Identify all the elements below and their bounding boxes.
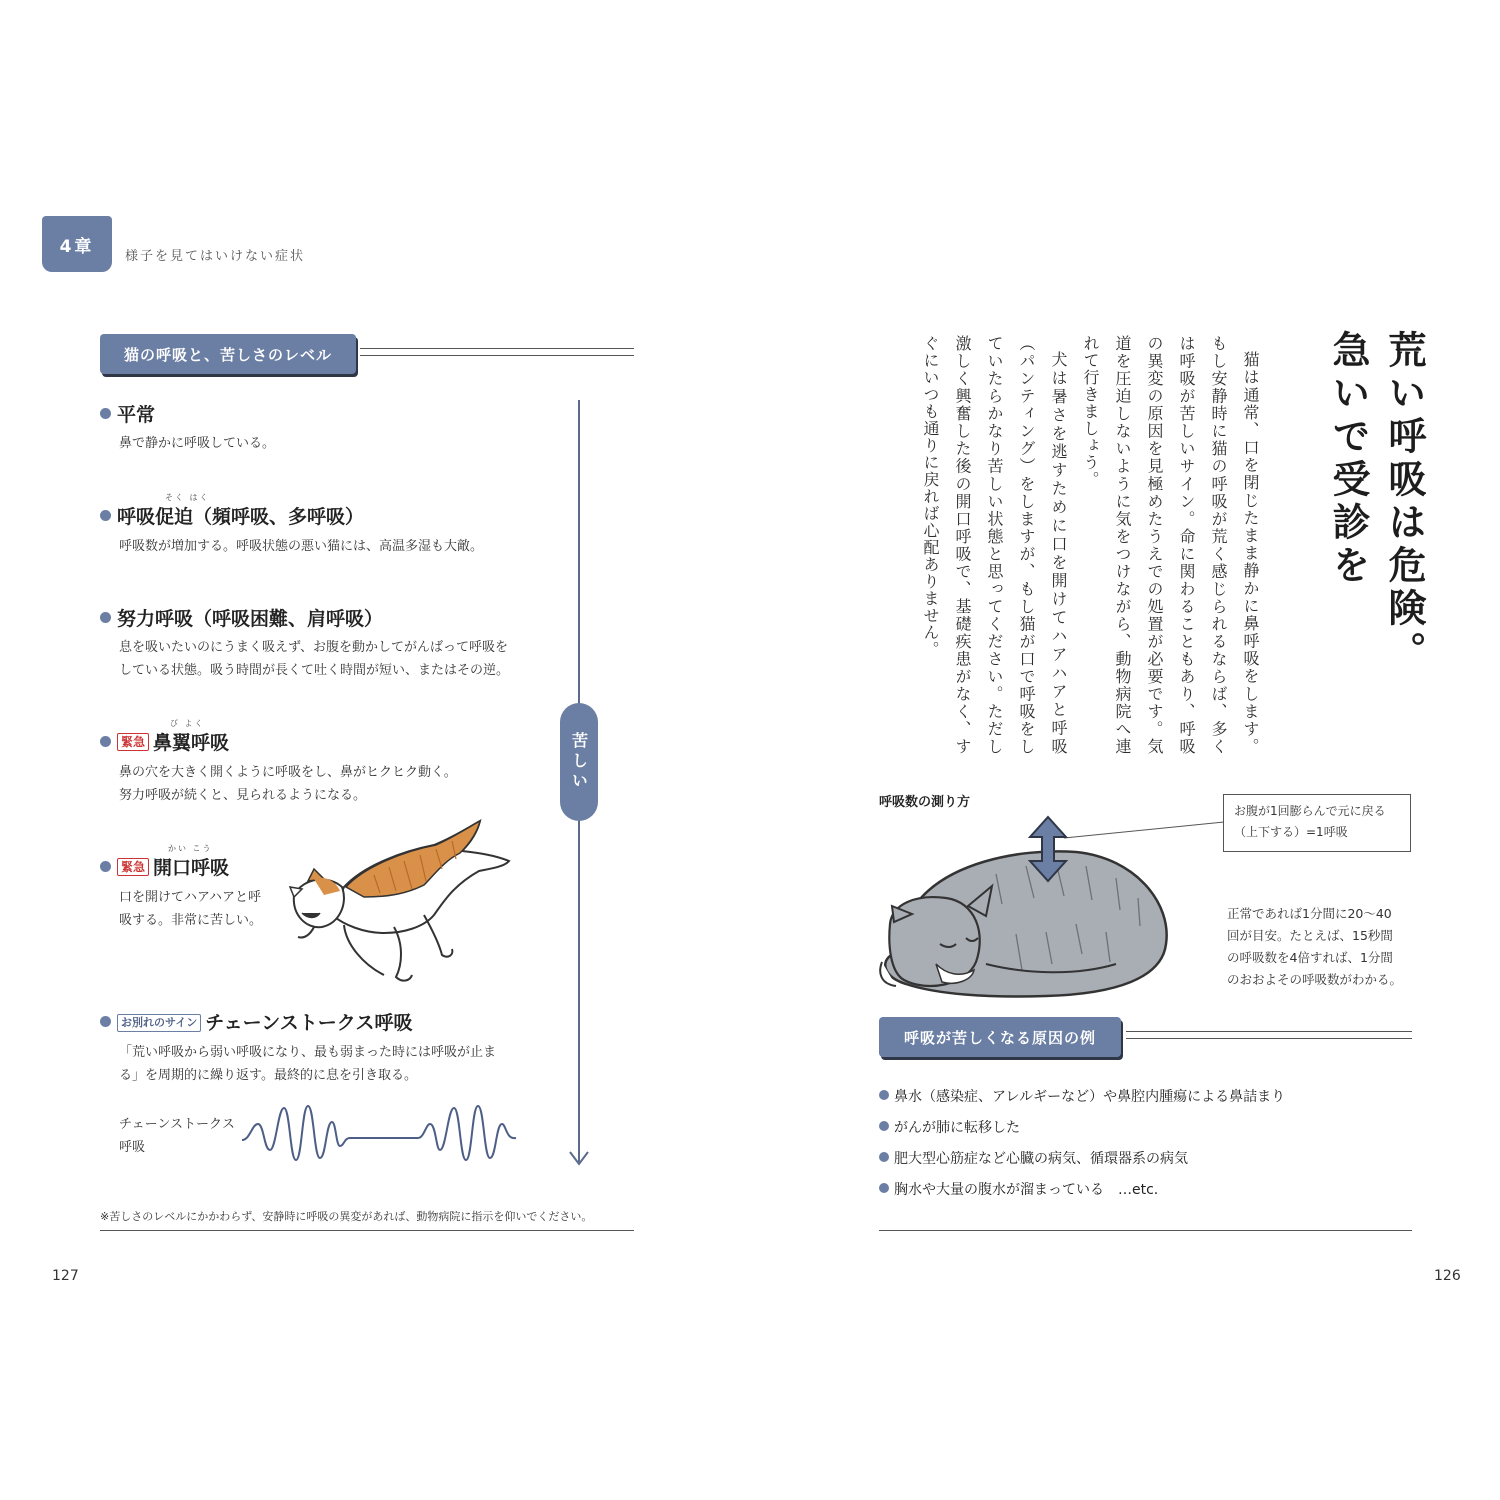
desc-line: 呼吸数が増加する。呼吸状態の悪い猫には、高温多湿も大敵。 (119, 539, 484, 554)
cause-item (879, 1117, 1020, 1137)
breathing-levels-heading: 猫の呼吸と、苦しさのレベル (100, 334, 356, 374)
heading-rule (360, 348, 634, 356)
desc-line: 「荒い呼吸から弱い呼吸になり、最も弱まった時には呼吸が止ま (119, 1045, 497, 1060)
bullet-icon (100, 510, 111, 521)
bottom-rule (100, 1230, 634, 1231)
desc-line: る」を周期的に繰り返す。最終的に息を引き取る。 (119, 1068, 417, 1083)
ruby-text: そく はく (165, 493, 210, 502)
desc-line: している状態。吸う時間が長くて吐く時間が短い、またはその逆。 (119, 663, 510, 678)
ruby-text: び よく (170, 719, 205, 728)
chapter-tab: 4章 (42, 216, 112, 272)
page-title (1314, 330, 1432, 690)
level-item-rapid (100, 502, 364, 529)
explanation-line: のおおよその呼吸数がわかる。 (1227, 972, 1403, 987)
cause-text: 肥大型心筋症など心臓の病気、循環器系の病気 (894, 1151, 1188, 1167)
wave-label (119, 1113, 235, 1159)
level-item-title: 呼吸促迫（頻呼吸、多呼吸） (117, 506, 365, 528)
title-line: 急いで受診を (1326, 330, 1370, 588)
page-number-right: 126 (1434, 1268, 1461, 1284)
page-number-left: 127 (52, 1268, 79, 1284)
cause-item (879, 1086, 1285, 1106)
bullet-icon (100, 736, 111, 747)
body-paragraph: 猫は通常、口を閉じたまま静かに鼻呼吸をします。もし安静時に猫の呼吸が荒く感じられるならば、多くは呼吸が苦しいサイン。命に関わることもあり、呼吸の異変の原因を見極めたうえでの処置が必要です。気道を圧迫しないように気をつけながら、動物病院へ連れて行きましょう。 (1081, 335, 1260, 756)
bullet-icon (879, 1121, 889, 1131)
cause-text: がんが肺に転移した (894, 1120, 1020, 1136)
ruby-text: かい こう (168, 844, 213, 853)
level-item-title: 努力呼吸（呼吸困難、肩呼吸） (117, 608, 384, 630)
level-item-desc (119, 1041, 496, 1087)
level-item-cheyne-stokes (100, 1008, 413, 1035)
up-down-arrow-icon (1028, 815, 1068, 883)
explanation-line: 正常であれば1分間に20〜40 (1227, 906, 1392, 921)
level-item-desc (119, 636, 509, 682)
level-item-title: チェーンストークス呼吸 (205, 1012, 413, 1034)
desc-line: 吸する。非常に苦しい。 (119, 913, 263, 928)
note-line: （上下する）=1呼吸 (1234, 825, 1348, 839)
level-label-pill: 苦しい (560, 703, 598, 821)
bullet-icon (879, 1090, 889, 1100)
bullet-icon (879, 1183, 889, 1193)
cause-text: 胸水や大量の腹水が溜まっている …etc. (894, 1182, 1159, 1198)
cheyne-stokes-waveform (240, 1100, 518, 1166)
desc-line: 息を吸いたいのにうまく吸えず、お腹を動かしてがんばって呼吸を (119, 640, 508, 655)
urgent-badge: 緊急 (117, 733, 149, 751)
bullet-icon (100, 861, 111, 872)
urgent-badge: 緊急 (117, 858, 149, 876)
cause-item (879, 1179, 1158, 1199)
desc-line: 鼻で静かに呼吸している。 (119, 436, 276, 451)
cause-text: 鼻水（感染症、アレルギーなど）や鼻腔内腫瘍による鼻詰まり (894, 1089, 1286, 1105)
farewell-badge: お別れのサイン (117, 1014, 201, 1032)
level-item-title: 開口呼吸 (153, 857, 230, 879)
level-item-title: 鼻翼呼吸 (153, 732, 230, 754)
level-item-normal (100, 400, 155, 427)
level-item-desc (119, 761, 457, 807)
bullet-icon (100, 612, 111, 623)
level-item-desc (119, 432, 275, 455)
desc-line: 口を開けてハアハアと呼 (119, 890, 261, 905)
chapter-title: 様子を見てはいけない症状 (125, 249, 306, 264)
wave-label-line: 呼吸 (119, 1140, 146, 1155)
note-line: お腹が1回膨らんで元に戻る (1234, 804, 1386, 818)
measure-title: 呼吸数の測り方 (879, 795, 971, 810)
level-item-desc (119, 886, 262, 932)
body-paragraph: 犬は暑さを逃すために口を開けてハアハアと呼吸（パンティング）をしますが、もし猫が口で呼吸をしていたらかなり苦しい状態と思ってください。ただし激しく興奮した後の開口呼吸で、基礎疾患がなく、すぐにいつも通りに戻れば心配ありません。 (921, 335, 1068, 755)
panting-cat-illustration (284, 815, 516, 990)
level-item-nasal-flaring (100, 728, 229, 755)
body-text (876, 335, 1266, 755)
level-item-labored (100, 604, 383, 631)
bullet-icon (100, 1016, 111, 1027)
explanation-line: の呼吸数を4倍すれば、1分間 (1227, 950, 1393, 965)
causes-heading: 呼吸が苦しくなる原因の例 (879, 1017, 1121, 1057)
wave-label-line: チェーンストークス (119, 1117, 235, 1132)
bullet-icon (100, 408, 111, 419)
bullet-icon (879, 1152, 889, 1162)
heading-rule (1126, 1031, 1412, 1039)
sleeping-cat-illustration (876, 814, 1176, 1004)
footnote: ※苦しさのレベルにかかわらず、安静時に呼吸の異変があれば、動物病院に指示を仰いでください。 (100, 1210, 593, 1223)
level-item-title: 平常 (117, 404, 156, 426)
desc-line: 努力呼吸が続くと、見られるようになる。 (119, 788, 367, 803)
level-item-open-mouth (100, 853, 229, 880)
explanation-line: 回が目安。たとえば、15秒間 (1227, 928, 1393, 943)
level-item-desc (119, 535, 483, 558)
measure-note (1223, 794, 1411, 852)
cause-item (879, 1148, 1188, 1168)
desc-line: 鼻の穴を大きく開くように呼吸をし、鼻がヒクヒク動く。 (119, 765, 457, 780)
bottom-rule (879, 1230, 1412, 1231)
measure-explanation (1227, 903, 1402, 991)
title-line: 荒い呼吸は危険。 (1382, 330, 1426, 674)
